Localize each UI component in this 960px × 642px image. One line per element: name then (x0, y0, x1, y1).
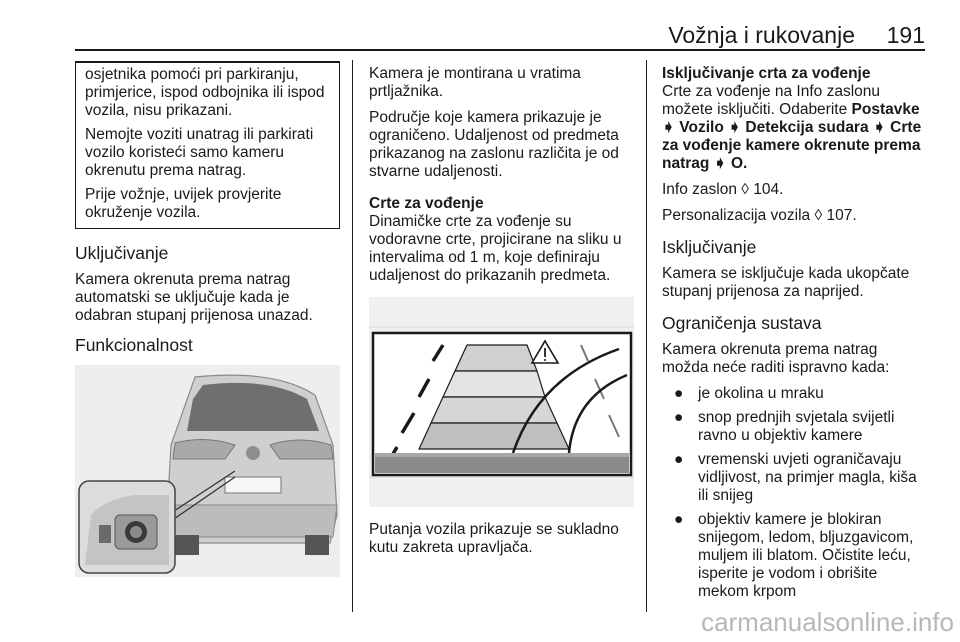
column-divider-1 (352, 60, 353, 612)
header-title: Vožnja i rukovanje (668, 22, 855, 48)
list-item (662, 385, 927, 403)
list-item (662, 511, 927, 601)
text-camera-mount: Kamera je montirana u vratima prtljažnika. (369, 65, 581, 100)
text-disable-intro: Crte za vođenje na Info zaslonu možete isključiti. Odaberite (662, 83, 880, 118)
list-item (662, 451, 927, 505)
notice-box (75, 61, 340, 229)
heading-limits: Ograničenja sustava (662, 313, 822, 333)
heading-switch-on: Uključivanje (75, 243, 169, 263)
text-guidelines: Dinamičke crte za vođenje su vodoravne crte, projicirane na sliku u intervalima od 1 m, koje definiraju udaljenost do prikazanih predmeta. (369, 213, 622, 284)
bullet-icon: ● (674, 385, 684, 402)
header-rule (75, 49, 925, 51)
column-divider-2 (646, 60, 647, 612)
ref-info-display: Info zaslon ◊ 104. (662, 181, 784, 198)
text-disable-guidelines (662, 83, 927, 173)
list-item-text: vremenski uvjeti ograničavaju vidljivost, na primjer magla, kiša ili snijeg (698, 451, 917, 504)
notice-text-2: Nemojte voziti unatrag ili parkirati vozilo koristeći samo kameru okrenutu prema natrag. (85, 126, 314, 179)
list-item-text: je okolina u mraku (698, 385, 824, 402)
camera-view-illustration (369, 297, 634, 507)
notice-text-3: Prije vožnje, uvijek provjerite okruženje vozila. (85, 186, 282, 221)
limits-list (662, 385, 927, 601)
column-1 (75, 65, 340, 577)
list-item-text: snop prednjih svjetala svijetli ravno u objektiv kamere (698, 409, 895, 444)
watermark: carmanualsonline.info (701, 607, 954, 637)
bullet-icon: ● (674, 451, 684, 468)
column-2 (369, 65, 634, 565)
bullet-icon: ● (674, 511, 684, 528)
heading-functionality: Funkcionalnost (75, 335, 193, 355)
page-header (75, 22, 925, 50)
list-item-text: objektiv kamere je blokiran snijegom, ledom, bljuzgavicom, muljem ili blatom. Očistite leću, isperite je vodom i obrišite mekom krpom (698, 511, 914, 600)
column-3 (662, 65, 927, 607)
rear-car-illustration (75, 365, 340, 577)
list-item (662, 409, 927, 445)
heading-switch-off: Isključivanje (662, 237, 757, 257)
bullet-icon: ● (674, 409, 684, 426)
text-switch-on: Kamera okrenuta prema natrag automatski se uključuje kada je odabran stupanj prijenosa unazad. (75, 271, 313, 324)
page-number: 191 (886, 22, 925, 48)
menu-path: Postavke ➧ Vozilo ➧ Detekcija sudara ➧ Crte za vođenje kamere okrenute prema natrag ➧ (662, 101, 922, 172)
subheading-disable-guidelines: Isključivanje crta za vođenje (662, 65, 871, 82)
menu-path-end: O. (730, 155, 748, 172)
ref-personalization: Personalizacija vozila ◊ 107. (662, 207, 857, 224)
text-limits: Kamera okrenuta prema natrag možda neće raditi ispravno kada: (662, 341, 890, 376)
subheading-guidelines: Crte za vođenje (369, 195, 484, 212)
camera-view-svg (369, 297, 634, 507)
notice-text-1: osjetnika pomoći pri parkiranju, primjerice, ispod odbojnika ili ispod vozila, nisu prikazani. (85, 66, 325, 119)
rear-car-svg (75, 365, 340, 577)
text-switch-off: Kamera se isključuje kada ukopčate stupanj prijenosa za naprijed. (662, 265, 910, 300)
text-camera-area: Područje koje kamera prikazuje je ograničeno. Udaljenost od predmeta prikazanog na zaslonu različita je od stvarne udaljenosti. (369, 109, 619, 180)
text-trajectory: Putanja vozila prikazuje se sukladno kutu zakreta upravljača. (369, 521, 619, 556)
